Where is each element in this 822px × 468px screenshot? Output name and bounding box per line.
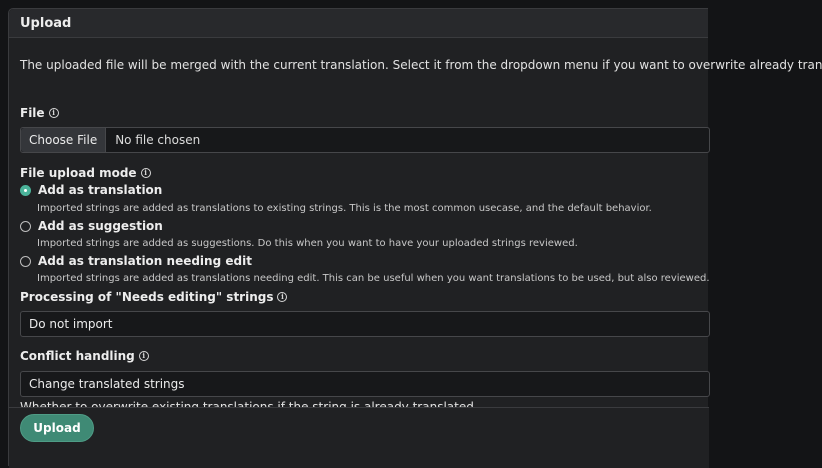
info-icon[interactable]: i bbox=[139, 351, 149, 361]
panel-footer bbox=[9, 407, 709, 468]
info-icon[interactable]: i bbox=[49, 108, 59, 118]
radio-checked-icon[interactable] bbox=[20, 185, 31, 196]
radio-help-text: Imported strings are added as translations needing edit. This can be useful when you want translations to be used, but also reviewed. bbox=[37, 273, 710, 284]
upload-button[interactable]: Upload bbox=[20, 414, 94, 442]
conflict-handling-label-text: Conflict handling bbox=[20, 349, 135, 363]
radio-add-as-translation[interactable] bbox=[20, 183, 162, 197]
radio-label[interactable]: Add as suggestion bbox=[38, 219, 163, 233]
needs-editing-label bbox=[20, 290, 287, 304]
needs-editing-label-text: Processing of "Needs editing" strings bbox=[20, 290, 274, 304]
info-icon[interactable]: i bbox=[277, 292, 287, 302]
conflict-handling-label bbox=[20, 349, 149, 363]
file-status: No file chosen bbox=[115, 133, 201, 147]
radio-help-text: Imported strings are added as translations to existing strings. This is the most common usecase, and the default behavior. bbox=[37, 203, 652, 214]
needs-editing-selected: Do not import bbox=[29, 317, 113, 331]
choose-file-button[interactable]: Choose File bbox=[21, 128, 106, 152]
radio-label[interactable]: Add as translation bbox=[38, 183, 163, 197]
file-input[interactable] bbox=[20, 127, 710, 153]
file-label-text: File bbox=[20, 106, 45, 120]
upload-mode-label-text: File upload mode bbox=[20, 166, 137, 180]
panel-title: Upload bbox=[20, 15, 72, 31]
panel-header bbox=[9, 9, 708, 38]
info-icon[interactable]: i bbox=[141, 168, 151, 178]
upload-panel bbox=[8, 8, 822, 466]
radio-unchecked-icon[interactable] bbox=[20, 256, 31, 267]
radio-add-as-translation-needing-edit[interactable] bbox=[20, 254, 252, 268]
conflict-handling-selected: Change translated strings bbox=[29, 377, 185, 391]
needs-editing-select[interactable] bbox=[20, 311, 710, 337]
conflict-handling-select[interactable] bbox=[20, 371, 710, 397]
upload-mode-label bbox=[20, 166, 151, 180]
radio-add-as-suggestion[interactable] bbox=[20, 219, 163, 233]
radio-help-text: Imported strings are added as suggestions. Do this when you want to have your uploaded strings reviewed. bbox=[37, 238, 578, 249]
file-label bbox=[20, 106, 59, 120]
intro-text: The uploaded file will be merged with the current translation. Select it from the dropdown menu if you want to overwrite already tran bbox=[20, 58, 822, 72]
radio-label[interactable]: Add as translation needing edit bbox=[38, 254, 252, 268]
radio-unchecked-icon[interactable] bbox=[20, 221, 31, 232]
